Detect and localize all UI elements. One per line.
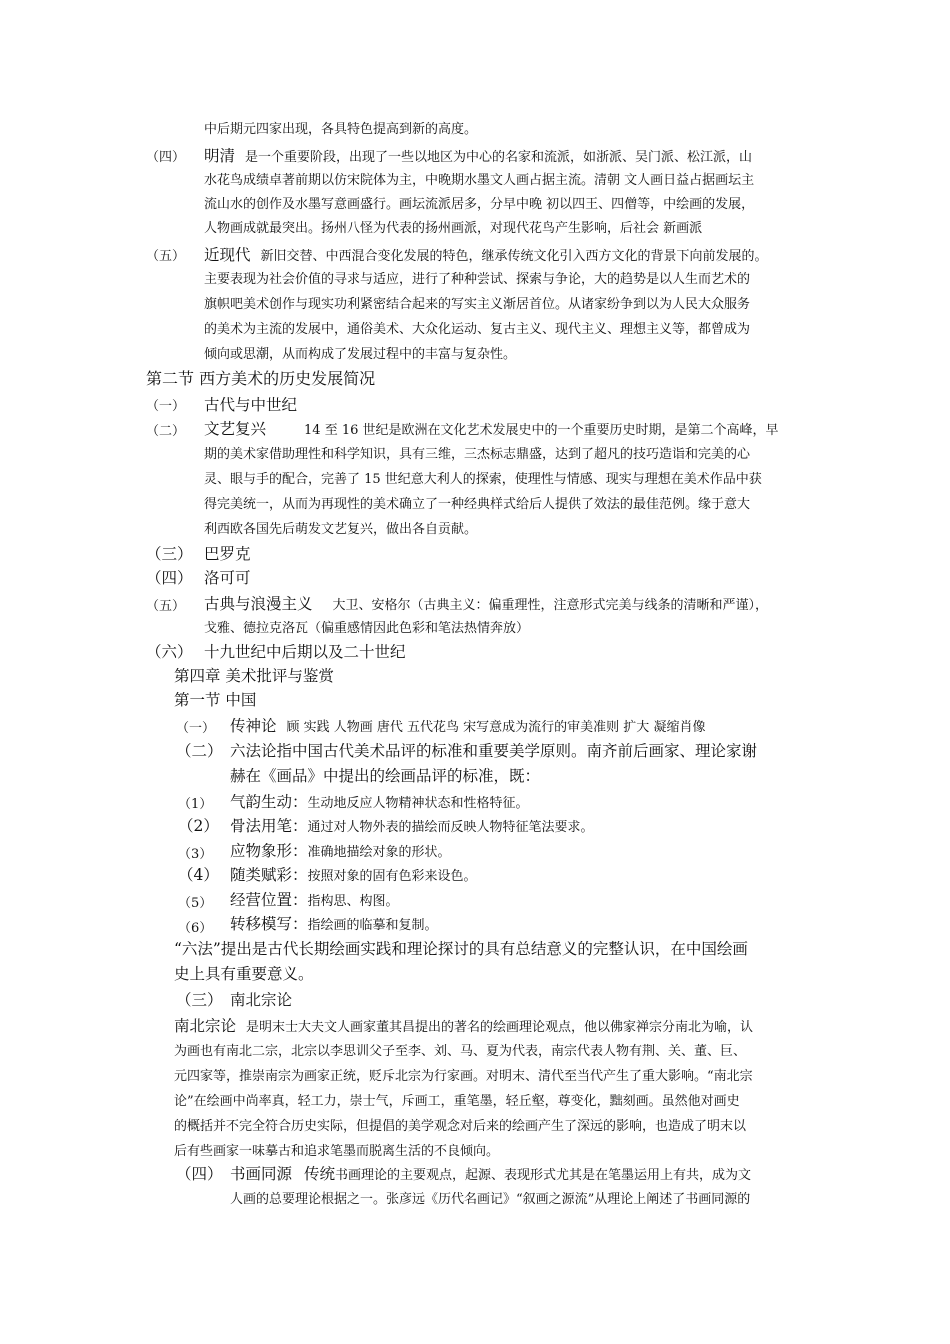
paragraph-line: 利西欧各国先后萌发文艺复兴，做出各自贡献。: [204, 522, 478, 537]
item-heading: 传统: [304, 1165, 336, 1183]
paragraph-line: 的美术为主流的发展中，通俗美术、大众化运动、复古主义、现代主义、理想主义等，都曾成为: [204, 322, 751, 337]
paragraph-line: 得完美统一，从而为再现性的美术确立了一种经典样式给后人提供了效法的最佳范例。缘于意大: [204, 497, 751, 512]
paragraph-line: 旗帜吧美术创作与现实功利紧密结合起来的写实主义渐居首位。从诸家纷争到以为人民大众服务: [204, 297, 751, 312]
paragraph-line: [230, 716, 705, 737]
item-number: （四）: [176, 1165, 223, 1183]
paragraph-line: 主要表现为社会价值的寻求与适应，进行了种种尝试、探索与争论，大的趋势是以人生而艺术的: [204, 272, 751, 287]
paragraph-line: 流山水的创作及水墨写意画盛行。画坛流派居多，分早中晚 初以四王、四僧等，中绘画的发展，: [204, 197, 755, 212]
item-text: 按照对象的固有色彩来设色。: [307, 869, 477, 884]
paragraph-line: 戈雅、德拉克洛瓦（偏重感情因此色彩和笔法热情奔放）: [204, 621, 530, 636]
six-law-item: [230, 792, 529, 813]
paragraph-line: 赫在《画品》中提出的绘画品评的标准，既：: [230, 767, 541, 785]
item-text: 14 至 16 世纪是欧洲在文化艺术发展史中的一个重要历史时期，是第二个高峰，早: [304, 423, 779, 438]
paragraph-line: 的概括并不完全符合历史实际，但提倡的美学观念对后来的绘画产生了深远的影响，也造成了明末以: [174, 1119, 747, 1134]
item-number: （6）: [178, 921, 213, 936]
paragraph-line: 倾向或思潮，从而构成了发展过程中的丰富与复杂性。: [204, 347, 517, 362]
item-text: 是一个重要阶段，出现了一些以地区为中心的名家和流派，如浙派、吴门派、松江派，山: [245, 150, 753, 165]
item-number: （5）: [178, 896, 213, 911]
item-heading: 明清: [204, 147, 236, 165]
item-text: 是明末士大夫文人画家董其昌提出的著名的绘画理论观点，他以佛家禅宗分南北为喻，认: [246, 1020, 754, 1035]
item-text: 通过对人物外表的描绘而反映人物特征笔法要求。: [307, 820, 594, 835]
paragraph-line: 为画也有南北二宗，北宗以李思训父子至李、刘、马、夏为代表，南宗代表人物有荆、关、董、巨、: [174, 1044, 747, 1059]
item-number: （1）: [178, 797, 213, 812]
item-number: （五）: [146, 599, 186, 614]
paragraph-line: [204, 594, 768, 615]
paragraph-line: 论”在绘画中尚率真，轻工力，崇士气，斥画工，重笔墨，轻丘壑，尊变化，黜刻画。虽然他对画史: [174, 1094, 740, 1109]
item-heading: 古典与浪漫主义: [204, 595, 313, 613]
paragraph-line: [174, 1016, 753, 1037]
paragraph-line: 人物画成就最突出。扬州八怪为代表的扬州画派，对现代花鸟产生影响，后社会 新画派: [204, 221, 703, 236]
item-heading: 书画同源: [230, 1165, 293, 1183]
paragraph-line: [204, 419, 779, 440]
chapter-heading: 第四章 美术批评与鉴赏: [174, 667, 334, 685]
six-law-item: [230, 865, 477, 886]
paragraph-line: 元四家等，推崇南宗为画家正统，贬斥北宗为行家画。对明末、清代至当代产生了重大影响。“南北宗: [174, 1069, 753, 1084]
six-law-item: [230, 841, 451, 862]
paragraph-line: [204, 146, 752, 167]
item-heading: 洛可可: [204, 569, 251, 587]
item-text: 指绘画的临摹和复制。: [307, 918, 438, 933]
item-number: （五）: [146, 249, 186, 264]
item-heading: 文艺复兴: [204, 420, 267, 438]
item-heading: 近现代: [204, 246, 251, 264]
paragraph-line: [204, 245, 768, 266]
item-number: （二）: [146, 424, 186, 439]
item-heading: 十九世纪中后期以及二十世纪: [204, 643, 406, 661]
item-number: （二）: [176, 742, 223, 760]
item-text: 新旧交替、中西混合变化发展的特色，继承传统文化引入西方文化的背景下向前发展的。: [260, 249, 768, 264]
item-heading: 南北宗论: [174, 1017, 237, 1035]
paragraph-line: 六法论指中国古代美术品评的标准和重要美学原则。南齐前后画家、理论家谢: [230, 742, 758, 760]
item-heading: 南北宗论: [230, 991, 293, 1009]
item-heading: 经营位置：: [230, 891, 308, 909]
paragraph-line: 史上具有重要意义。: [174, 965, 314, 983]
item-number: （4）: [178, 866, 219, 884]
section-heading: 第一节 中国: [174, 691, 257, 709]
item-number: （2）: [178, 817, 219, 835]
paragraph-line: 期的美术家借助理性和科学知识，具有三维，三杰标志鼎盛，达到了超凡的技巧造诣和完美的心: [204, 447, 751, 462]
paragraph-line: “六法”提出是古代长期绘画实践和理论探讨的具有总结意义的完整认识，在中国绘画: [174, 940, 748, 958]
item-number: （一）: [146, 399, 186, 414]
item-number: （六）: [146, 643, 193, 661]
item-text: 顾 实践 人物画 唐代 五代花鸟 宋写意成为流行的审美准则 扩大 凝缩肖像: [286, 720, 706, 735]
item-heading: 古代与中世纪: [204, 396, 298, 414]
item-number: （三）: [176, 991, 223, 1009]
item-heading: 骨法用笔：: [230, 817, 308, 835]
paragraph-line: 后有些画家一味摹古和追求笔墨而脱离生活的不良倾向。: [174, 1144, 500, 1159]
item-number: （三）: [146, 545, 193, 563]
six-law-item: [230, 914, 438, 935]
item-text: 指构思、构图。: [307, 894, 399, 909]
paragraph-line: 灵、眼与手的配合，完善了 15 世纪意大利人的探索，使理性与情感、现实与理想在美术作品中获: [204, 472, 762, 487]
paragraph-line: 人画的总要理论根据之一。张彦远《历代名画记》“叙画之源流”从理论上阐述了书画同源的: [230, 1192, 751, 1207]
item-heading: 气韵生动：: [230, 793, 308, 811]
item-number: （一）: [176, 721, 216, 736]
item-text: 生动地反应人物精神状态和性格特征。: [307, 796, 529, 811]
six-law-item: [230, 816, 594, 837]
six-law-item: [230, 890, 399, 911]
item-heading: 传神论: [230, 717, 277, 735]
paragraph-line: 中后期元四家出现，各具特色提高到新的高度。: [204, 122, 478, 137]
paragraph-line: [230, 1164, 751, 1185]
section-heading: 第二节 西方美术的历史发展简况: [146, 369, 376, 388]
item-heading: 应物象形：: [230, 842, 308, 860]
item-number: （四）: [146, 569, 193, 587]
item-number: （3）: [178, 847, 213, 862]
paragraph-line: 水花鸟成绩卓著前期以仿宋院体为主，中晚期水墨文人画占据主流。清朝 文人画日益占据画坛主: [204, 173, 755, 188]
item-heading: 转移模写：: [230, 915, 308, 933]
item-heading: 随类赋彩：: [230, 866, 308, 884]
item-heading: 巴罗克: [204, 545, 251, 563]
item-text: 准确地描绘对象的形状。: [307, 845, 451, 860]
item-text: 书画理论的主要观点，起源、表现形式尤其是在笔墨运用上有共，成为文: [335, 1168, 752, 1183]
item-text: 大卫、安格尔（古典主义：偏重理性，注意形式完美与线条的清晰和严谨），: [332, 598, 769, 613]
item-number: （四）: [146, 150, 186, 165]
